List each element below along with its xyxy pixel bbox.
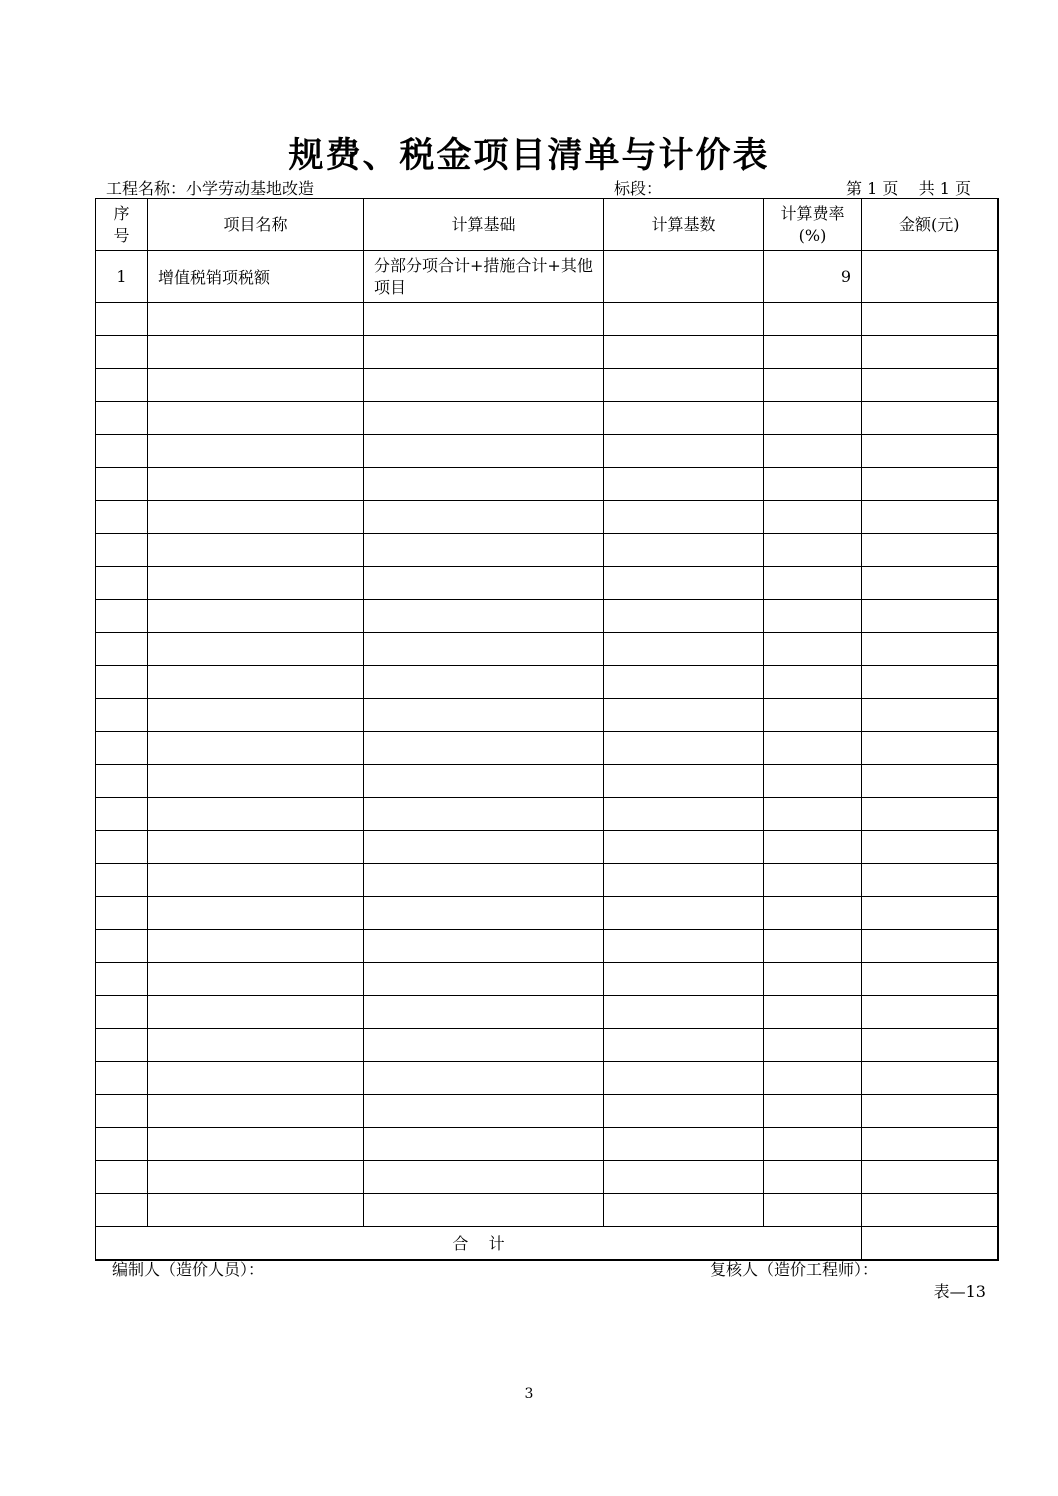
header-seq: 序号 [96, 199, 148, 251]
project-name: 小学劳动基地改造 [186, 179, 315, 198]
empty-cell [96, 1029, 148, 1062]
empty-cell [96, 897, 148, 930]
empty-cell [148, 501, 364, 534]
empty-cell [764, 336, 862, 369]
empty-cell [148, 435, 364, 468]
empty-row [96, 534, 998, 567]
empty-cell [862, 600, 998, 633]
empty-cell [604, 336, 764, 369]
empty-cell [364, 1062, 604, 1095]
empty-cell [862, 864, 998, 897]
empty-cell [96, 336, 148, 369]
empty-cell [604, 765, 764, 798]
empty-cell [862, 303, 998, 336]
empty-cell [148, 666, 364, 699]
empty-cell [148, 402, 364, 435]
empty-cell [148, 369, 364, 402]
form-number: 表—13 [933, 1282, 986, 1301]
empty-cell [96, 1161, 148, 1194]
cell-amount [862, 251, 998, 303]
empty-cell [764, 666, 862, 699]
empty-cell [862, 963, 998, 996]
fee-tax-table [95, 198, 999, 1261]
empty-cell [96, 1128, 148, 1161]
empty-cell [862, 534, 998, 567]
header-name: 项目名称 [148, 199, 364, 251]
empty-cell [364, 402, 604, 435]
section-label: 标段： [614, 179, 663, 198]
empty-cell [862, 1095, 998, 1128]
empty-row [96, 600, 998, 633]
empty-cell [604, 1029, 764, 1062]
empty-cell [148, 930, 364, 963]
page-info: 第 1 页 共 1 页 [846, 179, 972, 198]
empty-cell [96, 402, 148, 435]
empty-cell [764, 732, 862, 765]
empty-cell [364, 765, 604, 798]
empty-cell [148, 897, 364, 930]
empty-cell [148, 1062, 364, 1095]
empty-row [96, 963, 998, 996]
empty-row [96, 1128, 998, 1161]
empty-row [96, 732, 998, 765]
empty-cell [764, 468, 862, 501]
empty-cell [604, 534, 764, 567]
empty-cell [148, 336, 364, 369]
empty-row [96, 468, 998, 501]
cell-name: 增值税销项税额 [148, 251, 364, 303]
empty-row [96, 336, 998, 369]
empty-cell [604, 303, 764, 336]
empty-cell [862, 930, 998, 963]
empty-cell [148, 996, 364, 1029]
empty-cell [148, 303, 364, 336]
empty-cell [148, 633, 364, 666]
empty-cell [862, 831, 998, 864]
empty-cell [364, 798, 604, 831]
empty-cell [96, 1095, 148, 1128]
empty-cell [96, 831, 148, 864]
empty-cell [604, 831, 764, 864]
empty-cell [862, 336, 998, 369]
total-row [96, 1227, 998, 1260]
empty-row [96, 435, 998, 468]
empty-cell [148, 534, 364, 567]
empty-row [96, 699, 998, 732]
empty-cell [364, 468, 604, 501]
empty-cell [862, 567, 998, 600]
empty-cell [764, 1194, 862, 1227]
empty-cell [862, 402, 998, 435]
header-rate: 计算费率(%) [764, 199, 862, 251]
empty-cell [364, 435, 604, 468]
empty-row [96, 402, 998, 435]
empty-row [96, 897, 998, 930]
empty-cell [96, 765, 148, 798]
empty-cell [604, 501, 764, 534]
empty-cell [764, 831, 862, 864]
empty-cell [604, 435, 764, 468]
empty-cell [96, 996, 148, 1029]
cell-rate: 9 [764, 251, 862, 303]
empty-cell [604, 666, 764, 699]
compiler-label: 编制人（造价人员）： [112, 1260, 265, 1279]
empty-cell [764, 567, 862, 600]
empty-cell [604, 996, 764, 1029]
empty-cell [604, 402, 764, 435]
empty-cell [148, 1095, 364, 1128]
empty-cell [604, 897, 764, 930]
empty-cell [364, 501, 604, 534]
table-row [96, 251, 998, 303]
empty-cell [604, 633, 764, 666]
empty-cell [862, 1029, 998, 1062]
empty-cell [96, 501, 148, 534]
empty-cell [364, 996, 604, 1029]
empty-cell [862, 732, 998, 765]
empty-cell [764, 699, 862, 732]
page-title: 规费、税金项目清单与计价表 [288, 135, 770, 176]
empty-cell [862, 633, 998, 666]
empty-cell [364, 567, 604, 600]
empty-cell [862, 1194, 998, 1227]
empty-cell [364, 864, 604, 897]
empty-cell [862, 369, 998, 402]
empty-cell [96, 798, 148, 831]
empty-cell [764, 633, 862, 666]
empty-cell [364, 1194, 604, 1227]
empty-row [96, 765, 998, 798]
project-label: 工程名称： [106, 179, 187, 198]
empty-row [96, 1161, 998, 1194]
empty-cell [364, 1128, 604, 1161]
empty-cell [96, 864, 148, 897]
total-label: 合 计 [96, 1227, 862, 1260]
empty-row [96, 1095, 998, 1128]
empty-row [96, 930, 998, 963]
header-basis: 计算基础 [364, 199, 604, 251]
empty-cell [96, 303, 148, 336]
empty-cell [96, 930, 148, 963]
empty-cell [364, 897, 604, 930]
cell-basis: 分部分项合计+措施合计+其他项目 [364, 251, 604, 303]
empty-cell [862, 798, 998, 831]
project-name-line [106, 176, 314, 199]
empty-cell [148, 567, 364, 600]
empty-cell [364, 732, 604, 765]
empty-cell [364, 1161, 604, 1194]
empty-row [96, 567, 998, 600]
empty-cell [862, 468, 998, 501]
empty-cell [604, 699, 764, 732]
empty-cell [862, 996, 998, 1029]
empty-cell [764, 534, 862, 567]
empty-cell [604, 1095, 764, 1128]
empty-cell [604, 864, 764, 897]
empty-cell [764, 996, 862, 1029]
empty-cell [862, 897, 998, 930]
empty-row [96, 1194, 998, 1227]
empty-cell [364, 963, 604, 996]
empty-cell [764, 963, 862, 996]
empty-cell [364, 336, 604, 369]
empty-cell [148, 699, 364, 732]
empty-row [96, 798, 998, 831]
empty-cell [604, 798, 764, 831]
empty-cell [604, 369, 764, 402]
total-amount [862, 1227, 998, 1260]
empty-row [96, 501, 998, 534]
cell-base-amount [604, 251, 764, 303]
empty-cell [148, 468, 364, 501]
empty-cell [604, 1194, 764, 1227]
empty-cell [96, 435, 148, 468]
empty-cell [764, 765, 862, 798]
empty-cell [764, 1062, 862, 1095]
empty-row [96, 996, 998, 1029]
empty-cell [364, 1029, 604, 1062]
empty-cell [862, 1128, 998, 1161]
empty-cell [364, 534, 604, 567]
page-number: 3 [524, 1386, 534, 1402]
empty-cell [764, 600, 862, 633]
empty-cell [148, 831, 364, 864]
empty-cell [604, 1161, 764, 1194]
empty-cell [148, 1128, 364, 1161]
empty-cell [148, 963, 364, 996]
empty-cell [764, 1128, 862, 1161]
empty-cell [862, 666, 998, 699]
empty-cell [604, 600, 764, 633]
empty-cell [96, 963, 148, 996]
empty-cell [862, 765, 998, 798]
empty-cell [862, 1062, 998, 1095]
empty-cell [862, 699, 998, 732]
empty-cell [764, 1029, 862, 1062]
empty-row [96, 1062, 998, 1095]
empty-row [96, 666, 998, 699]
empty-cell [604, 567, 764, 600]
cell-seq: 1 [96, 251, 148, 303]
empty-cell [862, 501, 998, 534]
empty-cell [764, 930, 862, 963]
empty-cell [96, 732, 148, 765]
header-row [96, 199, 998, 251]
empty-cell [604, 732, 764, 765]
empty-cell [604, 1062, 764, 1095]
empty-cell [96, 468, 148, 501]
empty-cell [764, 864, 862, 897]
empty-cell [148, 1029, 364, 1062]
empty-cell [364, 369, 604, 402]
empty-cell [96, 600, 148, 633]
empty-cell [364, 699, 604, 732]
empty-cell [148, 1194, 364, 1227]
empty-cell [604, 963, 764, 996]
empty-cell [364, 303, 604, 336]
empty-cell [148, 864, 364, 897]
empty-cell [148, 732, 364, 765]
empty-cell [764, 435, 862, 468]
empty-row [96, 303, 998, 336]
empty-cell [604, 1128, 764, 1161]
empty-cell [96, 1062, 148, 1095]
empty-cell [764, 501, 862, 534]
empty-cell [364, 1095, 604, 1128]
empty-cell [764, 1095, 862, 1128]
empty-cell [96, 633, 148, 666]
empty-row [96, 831, 998, 864]
empty-cell [364, 831, 604, 864]
reviewer-label: 复核人（造价工程师）： [710, 1260, 879, 1279]
empty-cell [148, 798, 364, 831]
empty-cell [764, 303, 862, 336]
empty-cell [364, 930, 604, 963]
empty-cell [764, 897, 862, 930]
empty-cell [764, 402, 862, 435]
empty-cell [862, 1161, 998, 1194]
header-amount: 金额(元) [862, 199, 998, 251]
empty-cell [148, 1161, 364, 1194]
empty-cell [764, 369, 862, 402]
empty-cell [764, 1161, 862, 1194]
empty-cell [148, 765, 364, 798]
empty-cell [604, 930, 764, 963]
empty-cell [364, 633, 604, 666]
empty-row [96, 864, 998, 897]
empty-cell [96, 1194, 148, 1227]
empty-cell [96, 567, 148, 600]
empty-cell [364, 666, 604, 699]
empty-cell [862, 435, 998, 468]
empty-cell [148, 600, 364, 633]
header-base-amount: 计算基数 [604, 199, 764, 251]
empty-row [96, 1029, 998, 1062]
empty-cell [364, 600, 604, 633]
empty-cell [764, 798, 862, 831]
empty-cell [96, 369, 148, 402]
empty-cell [96, 666, 148, 699]
empty-cell [96, 534, 148, 567]
empty-row [96, 369, 998, 402]
empty-cell [604, 468, 764, 501]
empty-row [96, 633, 998, 666]
empty-cell [96, 699, 148, 732]
